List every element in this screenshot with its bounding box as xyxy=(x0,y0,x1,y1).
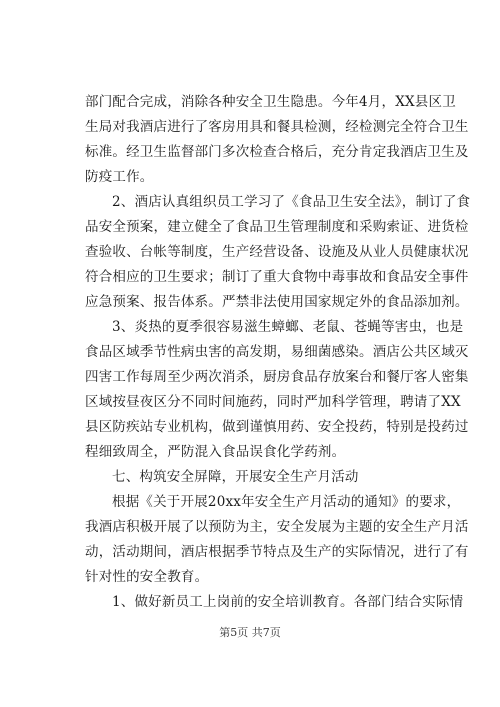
text-line: 食品区域季节性病虫害的高发期，易细菌感染。酒店公共区域灭 xyxy=(85,344,469,360)
text-line: 程细致周全，严防混入食品误食化学药剂。 xyxy=(85,444,346,460)
paragraph-start-line: 根据《关于开展20xx年安全生产月活动的通知》的要求， xyxy=(112,494,461,510)
text-line: 四害工作每周至少两次消杀，厨房食品存放案台和餐厅客人密集 xyxy=(85,369,469,385)
text-line: 查验收、台帐等制度，生产经营设备、设施及从业人员健康状况 xyxy=(85,244,469,260)
text-line: 县区防疾站专业机构，做到谨慎用药、安全投药，特别是投药过 xyxy=(85,419,469,435)
paragraph-start-line: 3、炎热的夏季很容易滋生蟑螂、老鼠、苍蝇等害虫，也是 xyxy=(112,319,464,335)
text-line: 应急预案、报告体系。严禁非法使用国家规定外的食品添加剂。 xyxy=(85,294,469,310)
paragraph-start-line: 1、做好新员工上岗前的安全培训教育。各部门结合实际情 xyxy=(112,594,464,610)
text-line: 部门配合完成，消除各种安全卫生隐患。今年4月，XX县区卫 xyxy=(85,94,456,110)
page-number-footer: 第5页 共7页 xyxy=(219,626,281,639)
text-line: 符合相应的卫生要求；制订了重大食物中毒事故和食品安全事件 xyxy=(85,269,469,285)
text-line: 区域按昼夜区分不同时间施药，同时严加科学管理，聘请了XX xyxy=(85,394,461,410)
text-line: 标准。经卫生监督部门多次检查合格后，充分肯定我酒店卫生及 xyxy=(85,144,469,160)
text-line: 生局对我酒店进行了客房用具和餐具检测，经检测完全符合卫生 xyxy=(85,119,469,135)
text-line: 防疫工作。 xyxy=(85,169,154,185)
text-line: 品安全预案，建立健全了食品卫生管理制度和采购索证、进货检 xyxy=(85,219,469,235)
paragraph-start-line: 2、酒店认真组织员工学习了《食品卫生安全法》，制订了食 xyxy=(112,194,471,210)
section-heading: 七、构筑安全屏障，开展安全生产月活动 xyxy=(112,469,359,485)
text-line: 我酒店积极开展了以预防为主，安全发展为主题的安全生产月活 xyxy=(85,519,469,535)
document-body xyxy=(85,90,471,615)
text-line: 动，活动期间，酒店根据季节特点及生产的实际情况，进行了有 xyxy=(85,544,469,560)
text-line: 针对性的安全教育。 xyxy=(85,569,209,585)
